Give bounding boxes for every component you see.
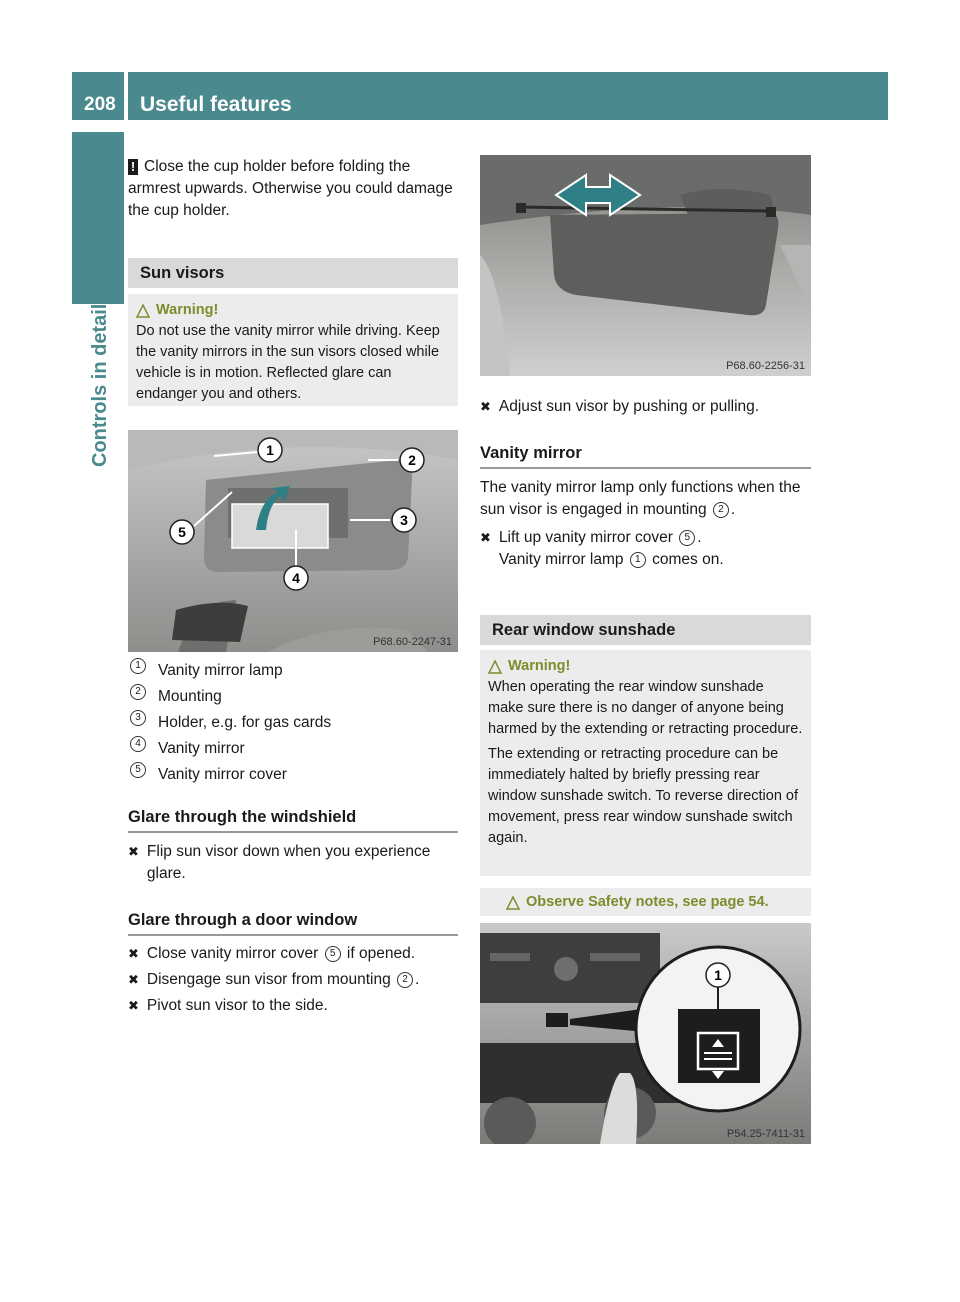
callout-2 [400,448,424,472]
safety-note-box [480,888,811,916]
warning-box [128,294,458,406]
note-text: Close the cup holder before folding the armrest upwards. Otherwise you could damage the cup holder. [128,158,453,219]
figure-code: P68.60-2256-31 [726,360,805,372]
warning-text: The extending or retracting procedure can be immediately halted by briefly pressing rear window sunshade switch. To reverse direction of movement, press rear window sunshade switch again. [488,746,799,846]
callout-1 [258,438,282,462]
warning-text: When operating the rear window sunshade make sure there is no danger of anyone being harmed by the extending or retracting procedure. [488,679,803,737]
step-arrow-icon: ✖ [128,998,139,1013]
step-item: ✖ Close vanity mirror cover 5 if opened. [128,943,458,965]
figure-code: P68.60-2247-31 [373,636,452,648]
warning-triangle-icon [488,660,502,674]
legend-item: 1 Vanity mirror lamp [128,658,458,684]
sidebar-block [72,132,124,304]
svg-text:1: 1 [266,442,274,458]
warning-triangle-icon [506,896,520,910]
legend-item: 3 Holder, e.g. for gas cards [128,710,458,736]
svg-text:3: 3 [400,512,408,528]
svg-text:4: 4 [292,570,300,586]
sun-visor-figure [128,430,458,652]
warning-triangle-icon [136,304,150,318]
callout-4 [284,566,308,590]
warning-title-row [136,300,450,321]
step-item: ✖ Pivot sun visor to the side. [128,995,458,1017]
step-lift-cover: ✖ Lift up vanity mirror cover 5 . Vanity mirror lamp 1 comes on. [480,527,811,571]
sun-visor-adjust-figure [480,155,811,376]
step-arrow-icon: ✖ [128,946,139,961]
callout-5 [170,520,194,544]
warning-title: Warning! [508,658,571,674]
legend-item: 2 Mounting [128,684,458,710]
cup-holder-note [128,156,458,222]
page-number: 208 [72,72,124,120]
step-adjust-visor: ✖ Adjust sun visor by pushing or pulling. [480,396,811,418]
callout-1 [706,963,730,987]
step-arrow-icon: ✖ [128,972,139,987]
warning-box [480,650,811,876]
step-arrow-icon: ✖ [128,844,139,859]
sun-visor-adjust-illustration [480,155,811,376]
subheading-glare-windshield: Glare through the windshield [128,808,458,833]
subheading-vanity-mirror: Vanity mirror [480,444,811,469]
header-divider [124,72,128,120]
svg-text:1: 1 [714,967,722,983]
section-heading-sun-visors: Sun visors [128,258,458,288]
step-arrow-icon: ✖ [480,530,491,545]
legend-item: 5 Vanity mirror cover [128,762,458,788]
legend-item: 4 Vanity mirror [128,736,458,762]
step-item: ✖ Disengage sun visor from mounting 2 . [128,969,458,991]
figure-code: P54.25-7411-31 [726,1128,805,1140]
sun-visor-illustration [128,430,458,652]
step-flip-visor: ✖ Flip sun visor down when you experience glare. [128,841,458,885]
subheading-glare-door: Glare through a door window [128,911,458,936]
step-arrow-icon: ✖ [480,399,491,414]
notice-icon: ! [128,159,138,175]
svg-text:5: 5 [178,524,186,540]
sidebar-label: Controls in detail [88,304,111,468]
callout-3 [392,508,416,532]
warning-title-row [488,656,803,677]
legend-list [128,658,458,788]
warning-text: Do not use the vanity mirror while driving. Keep the vanity mirrors in the sun visors closed while vehicle is in motion. Reflected glare can endanger you and others. [136,323,440,402]
svg-text:2: 2 [408,452,416,468]
warning-title: Warning! [156,302,219,318]
sidebar-label-wrap [82,304,118,512]
glare-door-steps [128,943,458,1017]
safety-note-row [488,892,803,913]
sunshade-switch-figure [480,923,811,1144]
section-heading-rear-sunshade: Rear window sunshade [480,615,811,645]
vanity-mirror-text: The vanity mirror lamp only functions when the sun visor is engaged in mounting 2 . [480,479,801,518]
sunshade-switch-illustration [480,923,811,1144]
page-title: Useful features [140,93,292,116]
safety-note-text: Observe Safety notes, see page 54. [526,894,769,910]
